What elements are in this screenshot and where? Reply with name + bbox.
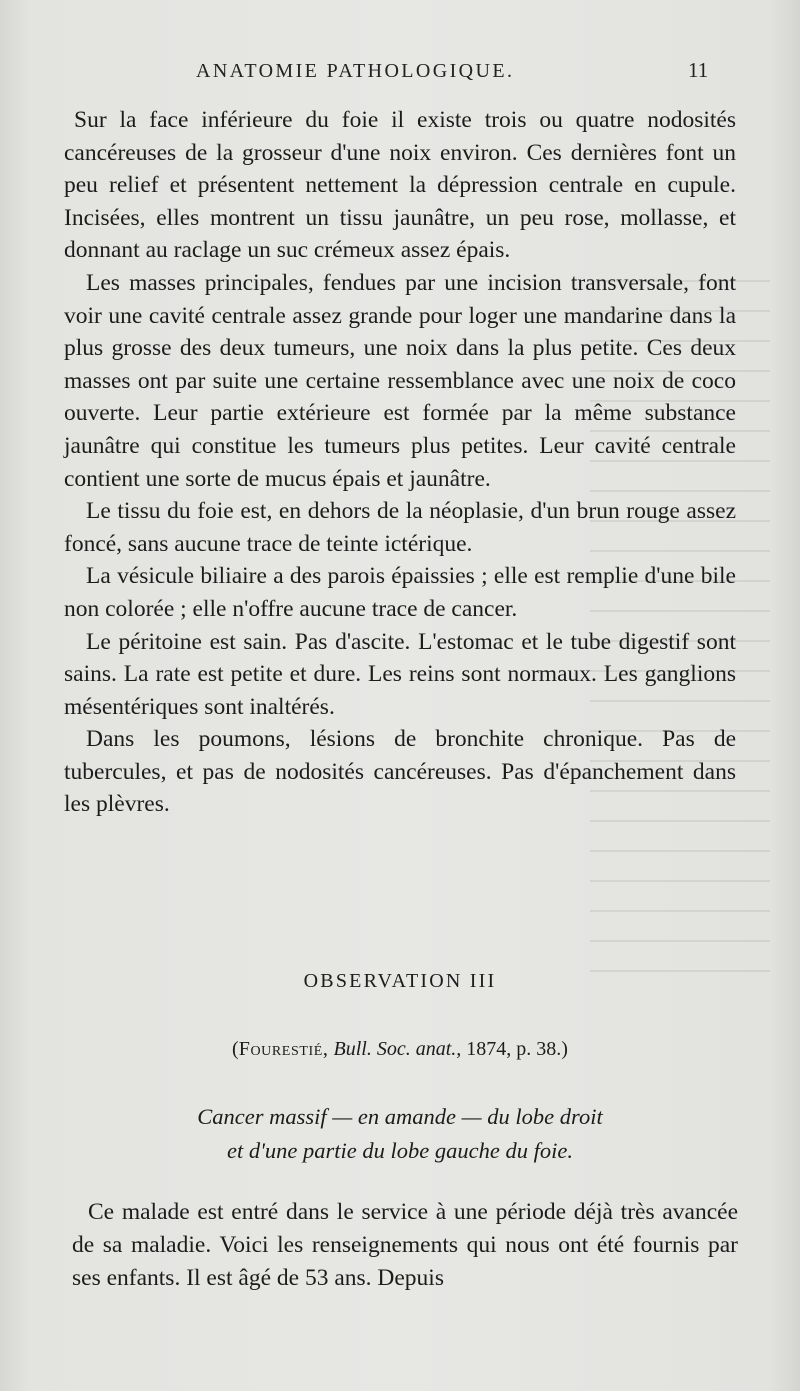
paragraph-liver-tissue: Le tissu du foie est, en dehors de la néoplasie, d'un brun rouge assez foncé, sans aucune trace de teinte ictérique. (64, 498, 736, 557)
observation-title: OBSERVATION III (303, 970, 497, 992)
paragraph-patient-history: Ce malade est entré dans le service à une période déjà très avancée de sa maladie. Voici les renseignements qui nous ont été fournis par ses enfants. Il est âgé de 53 ans. Depuis (72, 1199, 738, 1291)
paragraph-liver-nodules: Sur la face inférieure du foie il existe trois ou quatre nodosités cancéreuses de la grosseur d'une noix environ. Ces dernières font un peu relief et présentent nettement la dépression centrale en cupule. Incisées, elles montrent un tissu jaunâtre, un peu rose, mollasse, et donnant au raclage un suc crémeux assez épais. (64, 107, 736, 264)
subtitle-line-1: Cancer massif — en amande — du lobe droit (197, 1104, 603, 1129)
subtitle-line-2: et d'une partie du lobe gauche du foie. (227, 1138, 573, 1163)
ref-open-paren: ( (232, 1038, 239, 1060)
ref-author: Fourestié, (238, 1038, 329, 1060)
bibliographic-reference (0, 1038, 800, 1061)
paragraph-lungs: Dans les poumons, lésions de bronchite chronique. Pas de tubercules, et pas de nodosités cancéreuses. Pas d'épanchement dans les plèvres. (64, 726, 736, 818)
ref-journal: Bull. Soc. anat., (333, 1038, 462, 1060)
page-number: 11 (688, 58, 709, 82)
paragraph-peritoneum: Le péritoine est sain. Pas d'ascite. L'estomac et le tube digestif sont sains. La rate est petite et dure. Les reins sont normaux. Les ganglions mésentériques sont inaltérés. (64, 628, 736, 720)
body-text (64, 104, 736, 821)
running-title: ANATOMIE PATHOLOGIQUE. (196, 60, 515, 82)
observation-body (72, 1196, 738, 1295)
ref-year-page: 1874, p. 38.) (466, 1038, 568, 1060)
observation-subtitle (0, 1100, 800, 1168)
paragraph-main-masses: Les masses principales, fendues par une incision transversale, font voir une cavité centrale assez grande pour loger une mandarine dans la plus grosse des deux tumeurs, une noix dans la plus petite. Ces deux masses ont par suite une certaine ressemblance avec une noix de coco ouverte. Leur partie extérieure est formée par la même substance jaunâtre qui constitue les tumeurs plus petites. Leur cavité centrale contient une sorte de mucus épais et jaunâtre. (64, 269, 736, 492)
paragraph-gallbladder: La vésicule biliaire a des parois épaissies ; elle est remplie d'une bile non colorée ; elle n'offre aucune trace de cancer. (64, 563, 736, 622)
